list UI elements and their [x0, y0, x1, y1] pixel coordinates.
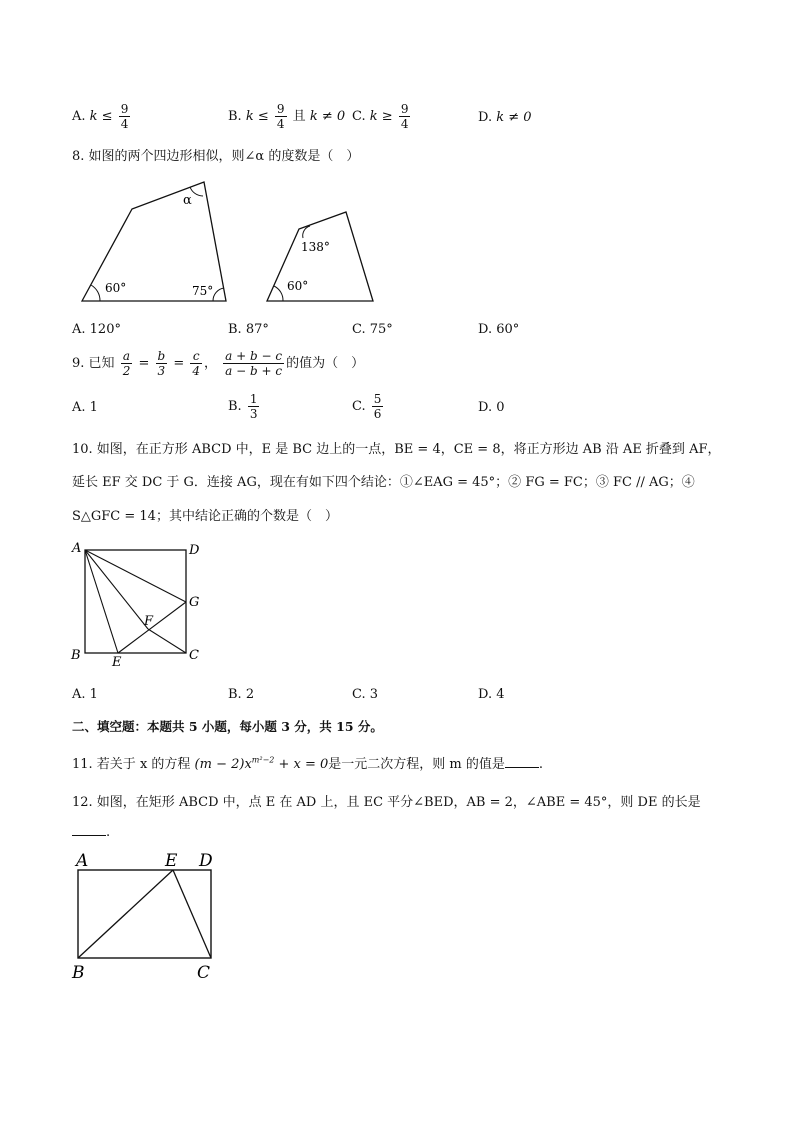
q10-label-f: F — [144, 614, 154, 629]
q12-label-b: B — [72, 963, 85, 983]
q8-figures — [70, 175, 390, 310]
q8-stem: 8. 如图的两个四边形相似，则∠α 的度数是（ ） — [72, 149, 360, 164]
q10-label-d: D — [189, 543, 200, 558]
q8-option-c: C. 75° — [352, 322, 393, 337]
q12-label-d: D — [199, 851, 213, 871]
q12-line1: 12. 如图，在矩形 ABCD 中，点 E 在 AD 上，且 EC 平分∠BED，AB = 2，∠ABE = 45°，则 DE 的长是 — [72, 795, 701, 810]
q12-rectangle — [78, 870, 211, 958]
q12-answer-blank[interactable] — [72, 823, 106, 836]
q9-option-a: A. 1 — [72, 400, 98, 415]
q12-line2: . — [72, 823, 110, 840]
q12-figure — [66, 848, 226, 984]
q12-label-e: E — [165, 851, 178, 871]
q10-figure — [68, 538, 218, 670]
q9-stem: 9. 已知 $\frac{a}{2}$ = $\frac{b}{3}$ = $\frac{c}{4}$ ， $\frac{a + b - c}{a - b + c}$ 的值为（ ） — [72, 349, 365, 378]
q12-label-c: C — [197, 963, 211, 983]
q10-square — [85, 550, 186, 653]
q10-option-b: B. 2 — [228, 687, 255, 702]
q9-option-d: D. 0 — [478, 400, 505, 415]
q10-label-a: A — [72, 541, 82, 556]
q8-option-a: A. 120° — [72, 322, 121, 337]
section-heading: 二、填空题：本题共 5 小题，每小题 3 分，共 15 分。 — [72, 719, 383, 734]
q7-option-c: C. k ≥ $\frac{9}{4}$ — [352, 102, 409, 131]
q10-option-a: A. 1 — [72, 687, 98, 702]
q10-line3: S△GFC = 14；其中结论正确的个数是（ ） — [72, 509, 338, 524]
q7-option-d: D. k ≠ 0 — [478, 110, 532, 125]
q12-label-a: A — [76, 851, 89, 871]
q9-option-b: B. $\frac{1}{3}$ — [228, 392, 258, 421]
q10-option-c: C. 3 — [352, 687, 379, 702]
q10-label-g: G — [189, 595, 200, 610]
q7-option-b: B. k ≤ $\frac{9}{4}$ 且 k ≠ 0 — [228, 102, 346, 131]
q11-stem: 11. 若关于 x 的方程 $(m - 2)x^{m^2-2} + x = 0$是一元二次方程，则 m 的值是 . — [72, 755, 544, 772]
q8-left-60-label: 60° — [105, 281, 127, 295]
q10-label-e: E — [112, 655, 122, 670]
q10-line1: 10. 如图，在正方形 ABCD 中，E 是 BC 边上的一点，BE = 4，CE = 8，将正方形边 AB 沿 AE 折叠到 AF， — [72, 442, 721, 457]
q10-label-c: C — [189, 648, 199, 663]
q7-option-a: A. k ≤ $\frac{9}{4}$ — [72, 102, 129, 131]
q8-alpha-label: α — [183, 193, 192, 208]
q8-quad-right — [267, 212, 373, 301]
q8-right-138-label: 138° — [301, 240, 330, 254]
q10-label-b: B — [71, 648, 81, 663]
q8-left-75-label: 75° — [192, 284, 214, 298]
q8-option-d: D. 60° — [478, 322, 520, 337]
q8-option-b: B. 87° — [228, 322, 269, 337]
q9-option-c: C. $\frac{5}{6}$ — [352, 392, 382, 421]
q8-right-60-label: 60° — [287, 279, 309, 293]
q11-answer-blank[interactable] — [505, 755, 539, 768]
q10-line2: 延长 EF 交 DC 于 G．连接 AG，现在有如下四个结论：①∠EAG = 45°；② FG = FC；③ FC // AG；④ — [72, 475, 695, 490]
q10-option-d: D. 4 — [478, 687, 505, 702]
